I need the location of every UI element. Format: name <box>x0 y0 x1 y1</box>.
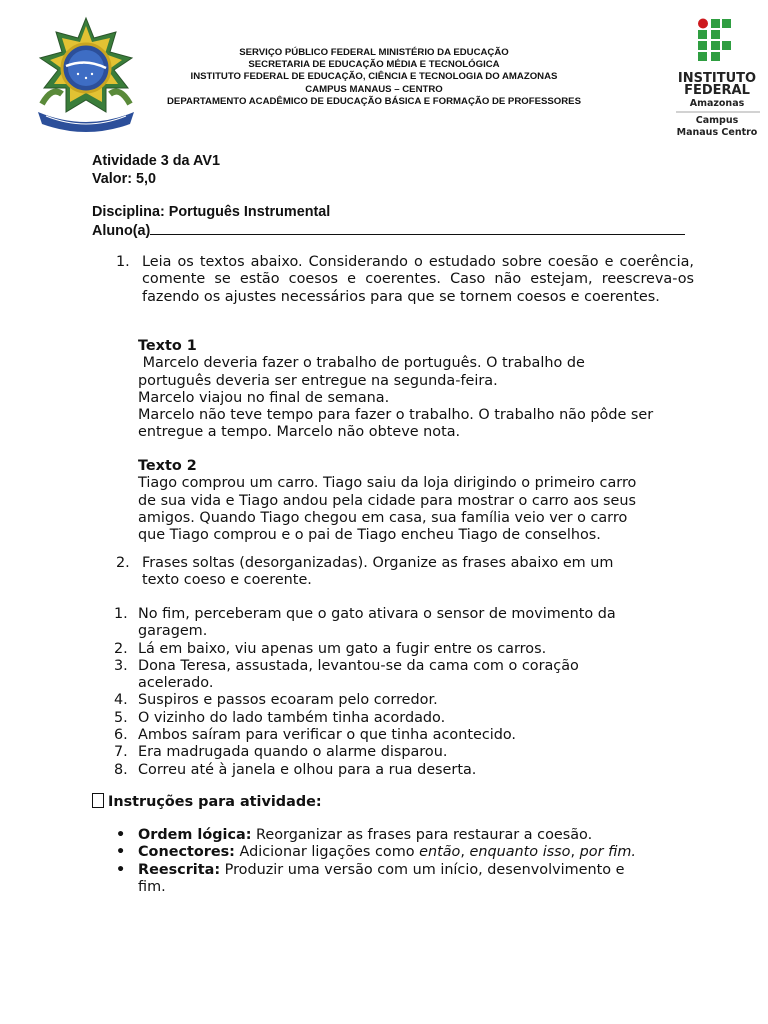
instruction-label: Reescrita: <box>138 861 221 878</box>
instruction-label: Ordem lógica: <box>138 827 252 843</box>
list-number: 5. <box>114 709 128 726</box>
texto-line: entregue a tempo. Marcelo não obteve nota. <box>138 424 461 441</box>
question-line: texto coeso e coerente. <box>142 572 312 589</box>
header-line: CAMPUS MANAUS – CENTRO <box>305 83 443 95</box>
list-number: 3. <box>114 657 128 674</box>
instruction-item <box>114 827 674 844</box>
bullet-icon: • <box>116 861 126 878</box>
list-item <box>114 762 674 779</box>
texto-1 <box>138 338 698 442</box>
texto-title: Texto 2 <box>138 458 197 474</box>
list-item <box>114 744 674 761</box>
logo-line: Amazonas <box>689 98 745 109</box>
header-line: SERVIÇO PÚBLICO FEDERAL MINISTÉRIO DA EDUCAÇÃO <box>239 47 509 58</box>
list-text: Suspiros e passos ecoaram pelo corredor. <box>138 692 438 709</box>
question-text <box>142 555 676 590</box>
question-text: Leia os textos abaixo. Considerando o estudado sobre coesão e coerência, comente se estão coesos e coerentes. Caso não estejam, reescreva-os fazendo os ajustes necessários para que se tornem coesos e coerentes. <box>142 254 694 305</box>
if-logo-grid-icon <box>698 19 731 62</box>
instruction-text: Adicionar ligações como <box>234 844 420 861</box>
logo-line: Manaus Centro <box>676 127 758 138</box>
discipline-label: Disciplina: Português Instrumental <box>92 204 331 220</box>
list-text: No fim, perceberam que o gato ativara o sensor de movimento da <box>138 606 616 622</box>
bullet-icon: • <box>116 844 126 861</box>
list-item <box>114 692 674 709</box>
student-label: Aluno(a) <box>92 222 151 239</box>
connector-example: então <box>419 844 461 861</box>
list-text: Ambos saíram para verificar o que tinha acontecido. <box>138 727 517 744</box>
activity-value: Valor: 5,0 <box>92 170 156 187</box>
header-institution-lines <box>140 47 608 108</box>
instruction-text: Produzir uma versão com um início, desenvolvimento e <box>220 861 625 878</box>
list-item <box>114 658 674 693</box>
instruction-text: Reorganizar as frases para restaurar a coesão. <box>251 827 593 843</box>
texto-line: de sua vida e Tiago andou pela cidade para mostrar o carro aos seus <box>138 492 636 509</box>
list-item <box>114 606 674 641</box>
list-text: Correu até à janela e olhou para a rua deserta. <box>138 761 477 778</box>
question-number: 2. <box>116 555 130 571</box>
instruction-text: fim. <box>138 878 166 895</box>
list-text: garagem. <box>138 623 208 640</box>
instructions-list <box>114 827 674 896</box>
list-item <box>114 727 674 744</box>
activity-title: Atividade 3 da AV1 <box>92 153 220 169</box>
if-amazonas-logo <box>676 18 760 140</box>
texto-2 <box>138 458 698 544</box>
list-text: O vizinho do lado também tinha acordado. <box>138 709 446 726</box>
missing-glyph-icon <box>92 793 104 808</box>
sentences-list <box>114 606 674 779</box>
instruction-label: Conectores: <box>138 844 235 861</box>
instructions-title-text: Instruções para atividade: <box>108 794 322 810</box>
connector-example: por fim <box>579 844 632 861</box>
texto-line: que Tiago comprou e o pai de Tiago encheu Tiago de conselhos. <box>138 527 601 544</box>
list-item <box>114 641 674 658</box>
texto-line: amigos. Quando Tiago chegou em casa, sua família veio ver o carro <box>138 509 628 526</box>
brazil-coat-of-arms-icon <box>32 16 140 134</box>
texto-title: Texto 1 <box>138 338 197 354</box>
logo-line: Campus <box>695 115 739 126</box>
instruction-item: • Conectores: Adicionar ligações como então, enquanto isso, por fim. <box>116 844 636 861</box>
texto-line: Marcelo viajou no final de semana. <box>138 389 390 406</box>
logo-line: INSTITUTO <box>677 71 757 86</box>
question-1 <box>116 254 694 306</box>
logo-line: FEDERAL <box>684 83 750 98</box>
question-number: 1. <box>116 254 130 270</box>
list-number: 7. <box>114 744 128 761</box>
list-number: 2. <box>114 640 128 657</box>
instruction-item <box>114 862 674 897</box>
connector-example: enquanto isso <box>469 844 571 861</box>
list-item <box>114 710 674 727</box>
header-line: DEPARTAMENTO ACADÊMICO DE EDUCAÇÃO BÁSICA E FORMAÇÃO DE PROFESSORES <box>167 95 581 107</box>
texto-line: português deveria ser entregue na segunda-feira. <box>138 372 498 389</box>
list-text: Era madrugada quando o alarme disparou. <box>138 744 448 761</box>
bullet-icon: • <box>116 827 126 843</box>
list-text: acelerado. <box>138 675 214 692</box>
list-number: 6. <box>114 727 128 744</box>
instructions-title <box>92 793 322 810</box>
texto-line: Marcelo deveria fazer o trabalho de português. O trabalho de <box>138 355 585 372</box>
header-line: INSTITUTO FEDERAL DE EDUCAÇÃO, CIÊNCIA E TECNOLOGIA DO AMAZONAS <box>190 71 558 83</box>
list-text: Dona Teresa, assustada, levantou-se da cama com o coração <box>138 657 579 674</box>
list-text: Lá em baixo, viu apenas um gato a fugir entre os carros. <box>138 640 547 657</box>
activity-meta <box>92 153 692 240</box>
texto-line: Tiago comprou um carro. Tiago saiu da loja dirigindo o primeiro carro <box>138 475 637 492</box>
question-line: Frases soltas (desorganizadas). Organize as frases abaixo em um <box>142 555 614 571</box>
list-number: 1. <box>114 606 128 622</box>
list-number: 4. <box>114 692 128 709</box>
student-name-field[interactable] <box>150 222 685 235</box>
header-line: SECRETARIA DE EDUCAÇÃO MÉDIA E TECNOLÓGICA <box>248 59 500 71</box>
list-number: 8. <box>114 761 128 778</box>
question-2 <box>116 555 676 590</box>
texto-line: Marcelo não teve tempo para fazer o trabalho. O trabalho não pôde ser <box>138 407 654 424</box>
